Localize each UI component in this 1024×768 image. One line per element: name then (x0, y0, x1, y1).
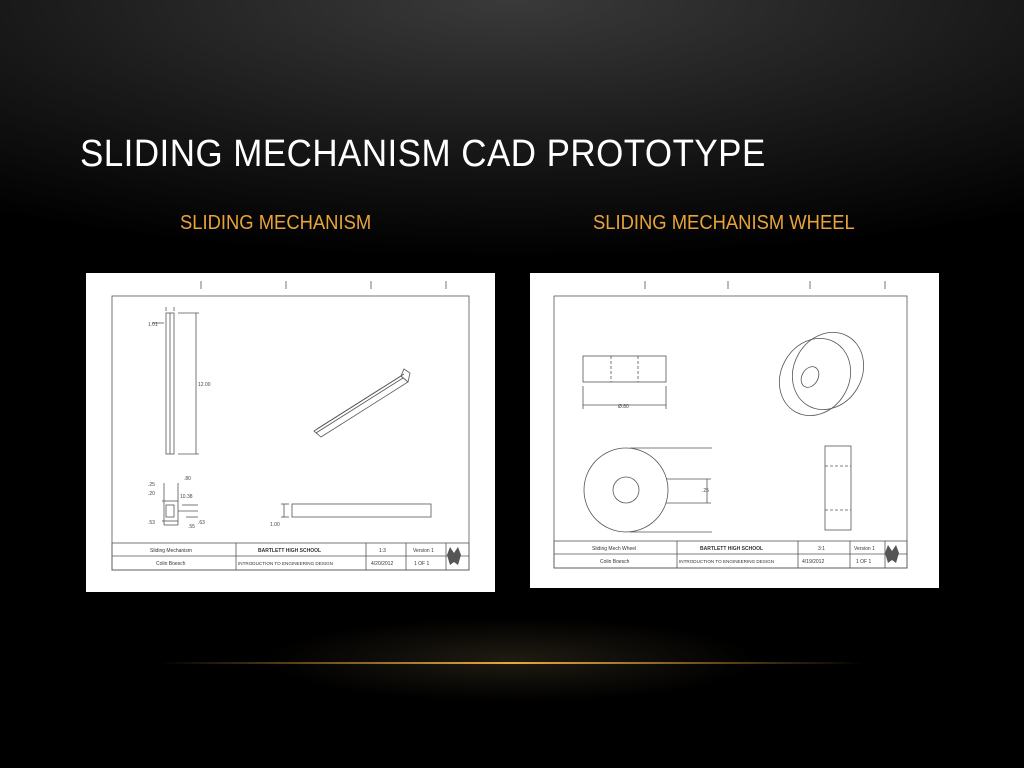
dim-label: 1.01 (148, 322, 158, 328)
right-heading: SLIDING MECHANISM WHEEL (593, 212, 855, 234)
course: INTRODUCTION TO ENGINEERING DESIGN (238, 561, 334, 566)
part-name: Sliding Mechanism (150, 548, 192, 554)
date: 4/19/2012 (802, 559, 825, 565)
dim-label: .63 (198, 520, 205, 526)
course: INTRODUCTION TO ENGINEERING DESIGN (679, 559, 775, 564)
school-name: BARTLETT HIGH SCHOOL (258, 548, 322, 554)
bottom-glow (160, 600, 864, 720)
scale: 3:1 (818, 546, 825, 552)
version: Version 1 (413, 548, 434, 554)
left-heading: SLIDING MECHANISM (180, 212, 372, 234)
dim-label: .55 (188, 524, 195, 530)
dim-label: .25 (148, 482, 155, 488)
dim-label: Ø.80 (618, 404, 629, 410)
dim-label: 12.00 (198, 382, 211, 388)
sheet: 1 OF 1 (856, 559, 872, 565)
dim-label: .20 (148, 491, 155, 497)
dim-label: .53 (148, 520, 155, 526)
sliding-mechanism-drawing (86, 273, 495, 592)
school-logo-icon (447, 547, 461, 565)
scale: 1:3 (379, 548, 386, 554)
version: Version 1 (854, 546, 875, 552)
author: Colin Boesch (600, 559, 630, 565)
slide-title: SLIDING MECHANISM CAD PROTOTYPE (80, 133, 766, 176)
date: 4/20/2012 (371, 561, 394, 567)
divider-line (160, 662, 864, 664)
school-name: BARTLETT HIGH SCHOOL (700, 546, 764, 552)
dim-label: .25 (702, 488, 709, 494)
sheet: 1 OF 1 (414, 561, 430, 567)
sliding-mechanism-svg (86, 273, 495, 592)
dim-label: 1.00 (270, 522, 280, 528)
sliding-mechanism-wheel-drawing (530, 273, 939, 588)
dim-label: .80 (184, 476, 191, 482)
author: Colin Boesch (156, 561, 186, 567)
wheel-svg (530, 273, 939, 588)
part-name: Sliding Mech Wheel (592, 546, 637, 552)
dim-label: 10.38 (180, 494, 193, 500)
school-logo-icon (885, 545, 899, 563)
